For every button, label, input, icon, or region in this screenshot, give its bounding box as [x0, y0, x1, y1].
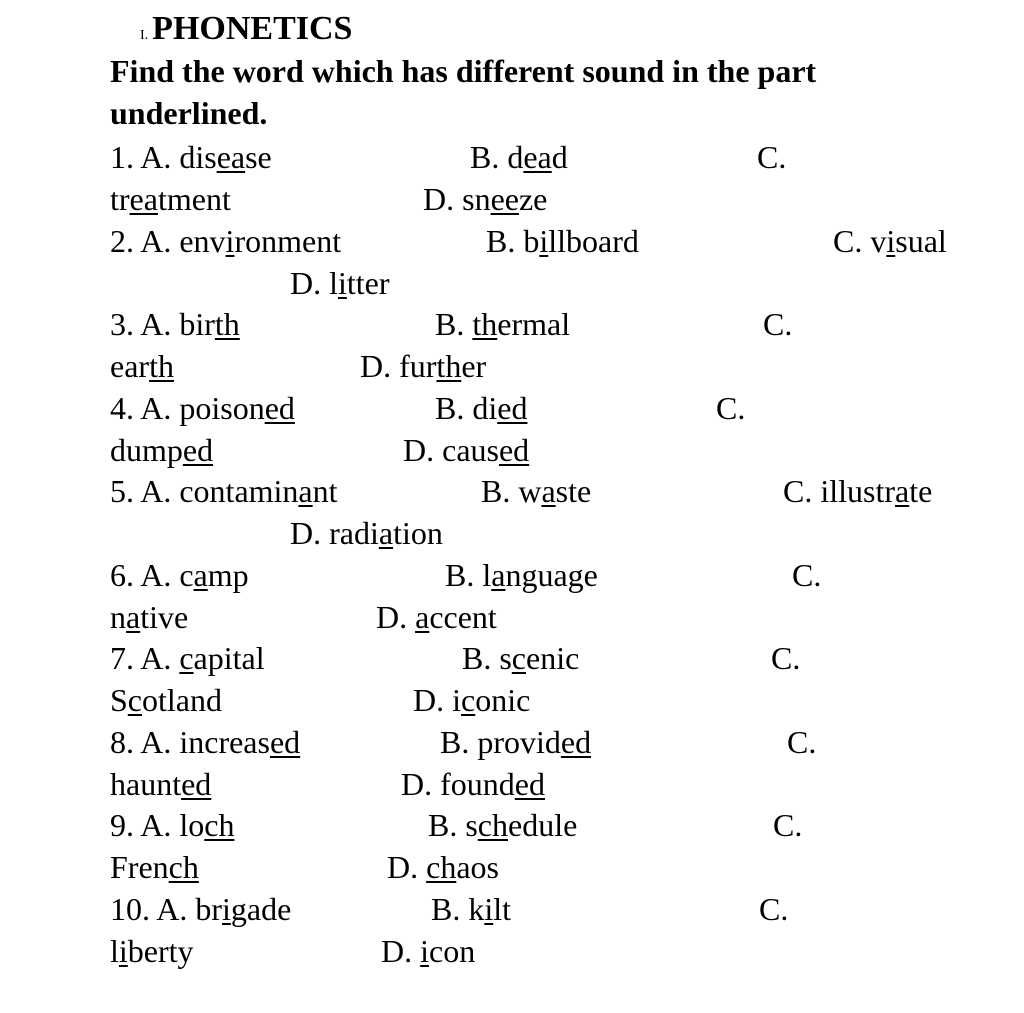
option-c-word: [110, 846, 199, 888]
word-part: poison: [179, 390, 265, 426]
question-number: 3.: [110, 306, 134, 342]
underlined-part: th: [472, 306, 498, 342]
option-label: C.: [783, 473, 813, 509]
option-d: [403, 429, 529, 471]
option-a: [110, 721, 300, 763]
question-number: 9.: [110, 807, 134, 843]
word-part: l: [110, 933, 119, 969]
option-word: [477, 724, 591, 760]
option-b: [440, 721, 591, 763]
option-b: [435, 387, 527, 429]
question-number: 6.: [110, 557, 134, 593]
question-row: [0, 470, 1024, 512]
question-number: 7.: [110, 640, 134, 676]
option-word: [110, 849, 199, 885]
question-row: [0, 303, 1024, 345]
underlined-part: ed: [560, 724, 592, 760]
word-part: tr: [110, 181, 130, 217]
option-word: [110, 933, 194, 969]
question-number: 2.: [110, 223, 134, 259]
word-part: gade: [230, 891, 292, 927]
word-part: lo: [179, 807, 205, 843]
option-word: [179, 640, 264, 676]
question-number: 8.: [110, 724, 134, 760]
option-label: B.: [486, 223, 516, 259]
section-number: I.: [140, 28, 149, 43]
question-number: 1.: [110, 139, 134, 175]
word-part: env: [179, 223, 226, 259]
word-part: s: [465, 807, 478, 843]
word-part: provid: [477, 724, 561, 760]
option-b: [428, 804, 577, 846]
underlined-part: ch: [204, 807, 235, 843]
option-c: [757, 136, 786, 178]
option-b: [486, 220, 639, 262]
option-word: [179, 306, 239, 342]
option-label: A.: [140, 807, 172, 843]
option-label: C.: [763, 306, 793, 342]
option-a: [110, 888, 291, 930]
option-d: [413, 679, 530, 721]
word-part: d: [551, 139, 568, 175]
option-label: C.: [757, 139, 787, 175]
option-label: A.: [140, 306, 172, 342]
question-row: [0, 804, 1024, 846]
option-c-word: [110, 763, 211, 805]
word-part: con: [429, 933, 476, 969]
word-part: ste: [555, 473, 592, 509]
option-c: [763, 303, 792, 345]
option-c: [716, 387, 745, 429]
question-number: 5.: [110, 473, 134, 509]
option-label: D.: [387, 849, 419, 885]
option-label: B.: [435, 306, 465, 342]
word-part: lt: [493, 891, 512, 927]
option-label: A.: [140, 223, 172, 259]
option-word: [179, 390, 295, 426]
option-word: [195, 891, 291, 927]
question-number: 4.: [110, 390, 134, 426]
word-part: ermal: [497, 306, 571, 342]
question-row-continued: [0, 429, 1024, 471]
underlined-part: i: [118, 933, 128, 969]
option-label: B.: [428, 807, 458, 843]
option-word: [179, 223, 341, 259]
underlined-part: th: [436, 348, 462, 384]
section-heading: [140, 10, 352, 48]
option-word: [452, 682, 530, 718]
option-c-word: [110, 596, 188, 638]
option-label: B.: [470, 139, 500, 175]
underlined-part: a: [895, 473, 910, 509]
word-part: d: [507, 139, 524, 175]
option-word: [179, 473, 337, 509]
underlined-part: ea: [129, 181, 158, 217]
underlined-part: ch: [426, 849, 457, 885]
question-row-continued: [0, 512, 1024, 554]
option-label: C.: [716, 390, 746, 426]
option-word: [329, 265, 389, 301]
option-a: [110, 220, 341, 262]
word-part: otland: [142, 682, 222, 718]
word-part: sn: [462, 181, 491, 217]
option-a: [110, 303, 240, 345]
word-part: enic: [526, 640, 580, 676]
option-word: [110, 766, 211, 802]
word-part: v: [870, 223, 887, 259]
option-word: [110, 181, 231, 217]
underlined-part: ea: [523, 139, 552, 175]
option-a: [110, 554, 249, 596]
option-c-word: [110, 429, 213, 471]
word-part: ccent: [429, 599, 497, 635]
option-word: [468, 891, 511, 927]
underlined-part: ch: [477, 807, 508, 843]
option-c-word: [110, 679, 222, 721]
option-c: [787, 721, 816, 763]
word-part: br: [195, 891, 222, 927]
option-label: D.: [403, 432, 435, 468]
option-c-word: [110, 930, 194, 972]
option-d: [290, 262, 390, 304]
option-label: A.: [140, 557, 172, 593]
question-row-continued: [0, 345, 1024, 387]
option-d: [423, 178, 547, 220]
underlined-part: ed: [497, 390, 528, 426]
option-word: [440, 766, 545, 802]
option-label: A.: [140, 640, 172, 676]
word-part: tment: [157, 181, 231, 217]
option-c: [833, 220, 947, 262]
instruction-text: Find the word which has different sound in the part underlined.: [110, 53, 817, 131]
underlined-part: a: [193, 557, 208, 593]
word-part: Fren: [110, 849, 169, 885]
underlined-part: i: [225, 223, 235, 259]
word-part: onic: [475, 682, 531, 718]
underlined-part: c: [179, 640, 194, 676]
question-row: [0, 136, 1024, 178]
underlined-part: th: [214, 306, 240, 342]
word-part: llboard: [548, 223, 639, 259]
option-a: [110, 470, 338, 512]
word-part: increas: [179, 724, 270, 760]
question-row-continued: [0, 679, 1024, 721]
underlined-part: a: [378, 515, 394, 551]
question-row: [0, 637, 1024, 679]
word-part: tive: [140, 599, 189, 635]
option-label: D.: [360, 348, 392, 384]
word-part: S: [110, 682, 128, 718]
option-c: [759, 888, 788, 930]
section-title: PHONETICS: [152, 10, 353, 47]
option-b: [462, 637, 579, 679]
word-part: c: [179, 557, 194, 593]
option-a: [110, 804, 234, 846]
underlined-part: i: [539, 223, 549, 259]
option-label: B.: [481, 473, 511, 509]
option-word: [415, 599, 497, 635]
word-part: aos: [456, 849, 499, 885]
word-part: radi: [329, 515, 379, 551]
option-label: B.: [445, 557, 475, 593]
word-part: er: [461, 348, 487, 384]
word-part: dis: [179, 139, 217, 175]
option-a: [110, 136, 272, 178]
question-row-continued: [0, 596, 1024, 638]
option-word: [462, 181, 547, 217]
underlined-part: ea: [216, 139, 246, 175]
option-b: [445, 554, 598, 596]
underlined-part: a: [491, 557, 506, 593]
option-word: [472, 306, 570, 342]
option-c: [783, 470, 932, 512]
option-d: [381, 930, 475, 972]
option-d: [360, 345, 486, 387]
option-d: [376, 596, 497, 638]
underlined-part: ee: [490, 181, 519, 217]
underlined-part: ed: [182, 432, 214, 468]
word-part: te: [909, 473, 933, 509]
underlined-part: ed: [264, 390, 295, 426]
option-d: [387, 846, 499, 888]
word-part: s: [499, 640, 512, 676]
word-part: ze: [518, 181, 548, 217]
word-part: bir: [179, 306, 215, 342]
option-b: [481, 470, 591, 512]
word-part: se: [245, 139, 272, 175]
option-word: [329, 515, 443, 551]
option-word: [179, 807, 234, 843]
option-label: A.: [156, 891, 188, 927]
word-part: l: [329, 265, 338, 301]
underlined-part: ed: [269, 724, 301, 760]
underlined-part: ed: [514, 766, 545, 802]
word-part: fur: [399, 348, 437, 384]
question-row: [0, 721, 1024, 763]
option-d: [290, 512, 443, 554]
option-label: D.: [413, 682, 445, 718]
option-word: [523, 223, 639, 259]
option-word: [110, 432, 213, 468]
underlined-part: i: [420, 933, 429, 969]
question-row: [0, 387, 1024, 429]
option-word: [179, 724, 300, 760]
option-c-word: [110, 345, 174, 387]
option-label: C.: [773, 807, 803, 843]
option-label: B.: [440, 724, 470, 760]
option-word: [870, 223, 946, 259]
option-word: [110, 682, 222, 718]
underlined-part: ed: [498, 432, 530, 468]
option-c: [792, 554, 821, 596]
option-c: [771, 637, 800, 679]
option-label: A.: [140, 390, 172, 426]
option-word: [442, 432, 529, 468]
option-label: C.: [787, 724, 817, 760]
word-part: ronment: [234, 223, 342, 259]
word-part: b: [523, 223, 540, 259]
option-label: B.: [435, 390, 465, 426]
word-part: dump: [110, 432, 183, 468]
underlined-part: a: [298, 473, 313, 509]
option-word: [465, 807, 577, 843]
option-word: [179, 139, 271, 175]
option-word: [820, 473, 932, 509]
word-part: tion: [393, 515, 443, 551]
option-word: [426, 849, 499, 885]
word-part: illustr: [820, 473, 896, 509]
option-word: [179, 557, 248, 593]
underlined-part: th: [149, 348, 174, 384]
word-part: berty: [127, 933, 194, 969]
option-label: C.: [759, 891, 789, 927]
question-row-continued: [0, 846, 1024, 888]
word-part: w: [518, 473, 542, 509]
underlined-part: c: [127, 682, 142, 718]
option-label: A.: [140, 724, 172, 760]
underlined-part: c: [461, 682, 476, 718]
question-row-continued: [0, 763, 1024, 805]
option-label: C.: [771, 640, 801, 676]
option-word: [110, 348, 174, 384]
option-label: D.: [376, 599, 408, 635]
option-a: [110, 637, 265, 679]
option-word: [110, 599, 188, 635]
option-b: [470, 136, 568, 178]
option-c-word: [110, 178, 231, 220]
option-label: B.: [462, 640, 492, 676]
underlined-part: i: [484, 891, 494, 927]
word-part: found: [440, 766, 515, 802]
word-part: tter: [346, 265, 390, 301]
option-label: D.: [381, 933, 413, 969]
option-label: D.: [290, 265, 322, 301]
underlined-part: a: [541, 473, 556, 509]
option-label: D.: [290, 515, 322, 551]
option-word: [518, 473, 591, 509]
word-part: apital: [193, 640, 265, 676]
option-word: [472, 390, 527, 426]
underlined-part: a: [126, 599, 141, 635]
word-part: caus: [442, 432, 499, 468]
word-part: edule: [508, 807, 578, 843]
option-b: [431, 888, 511, 930]
option-label: D.: [401, 766, 433, 802]
option-word: [399, 348, 486, 384]
underlined-part: c: [511, 640, 526, 676]
question-row-continued: [0, 262, 1024, 304]
option-a: [110, 387, 295, 429]
word-part: ear: [110, 348, 150, 384]
question-row: [0, 554, 1024, 596]
question-row-continued: [0, 178, 1024, 220]
question-row-continued: [0, 930, 1024, 972]
question-row: [0, 220, 1024, 262]
question-row: [0, 888, 1024, 930]
word-part: di: [472, 390, 498, 426]
word-part: k: [468, 891, 485, 927]
word-part: mp: [207, 557, 249, 593]
word-part: sual: [895, 223, 947, 259]
underlined-part: i: [886, 223, 896, 259]
word-part: i: [452, 682, 461, 718]
option-label: C.: [792, 557, 822, 593]
word-part: nguage: [505, 557, 598, 593]
underlined-part: ed: [181, 766, 212, 802]
option-d: [401, 763, 545, 805]
word-part: contamin: [179, 473, 299, 509]
option-label: A.: [140, 473, 172, 509]
option-label: B.: [431, 891, 461, 927]
option-word: [507, 139, 567, 175]
underlined-part: i: [338, 265, 347, 301]
option-c: [773, 804, 802, 846]
word-part: n: [110, 599, 126, 635]
option-label: D.: [423, 181, 455, 217]
option-label: C.: [833, 223, 863, 259]
option-word: [420, 933, 475, 969]
word-part: l: [482, 557, 492, 593]
option-word: [482, 557, 598, 593]
question-number: 10.: [110, 891, 150, 927]
option-b: [435, 303, 570, 345]
word-part: nt: [312, 473, 338, 509]
underlined-part: a: [415, 599, 430, 635]
option-word: [499, 640, 579, 676]
word-part: haunt: [110, 766, 182, 802]
underlined-part: i: [222, 891, 231, 927]
underlined-part: ch: [168, 849, 199, 885]
option-label: A.: [140, 139, 172, 175]
